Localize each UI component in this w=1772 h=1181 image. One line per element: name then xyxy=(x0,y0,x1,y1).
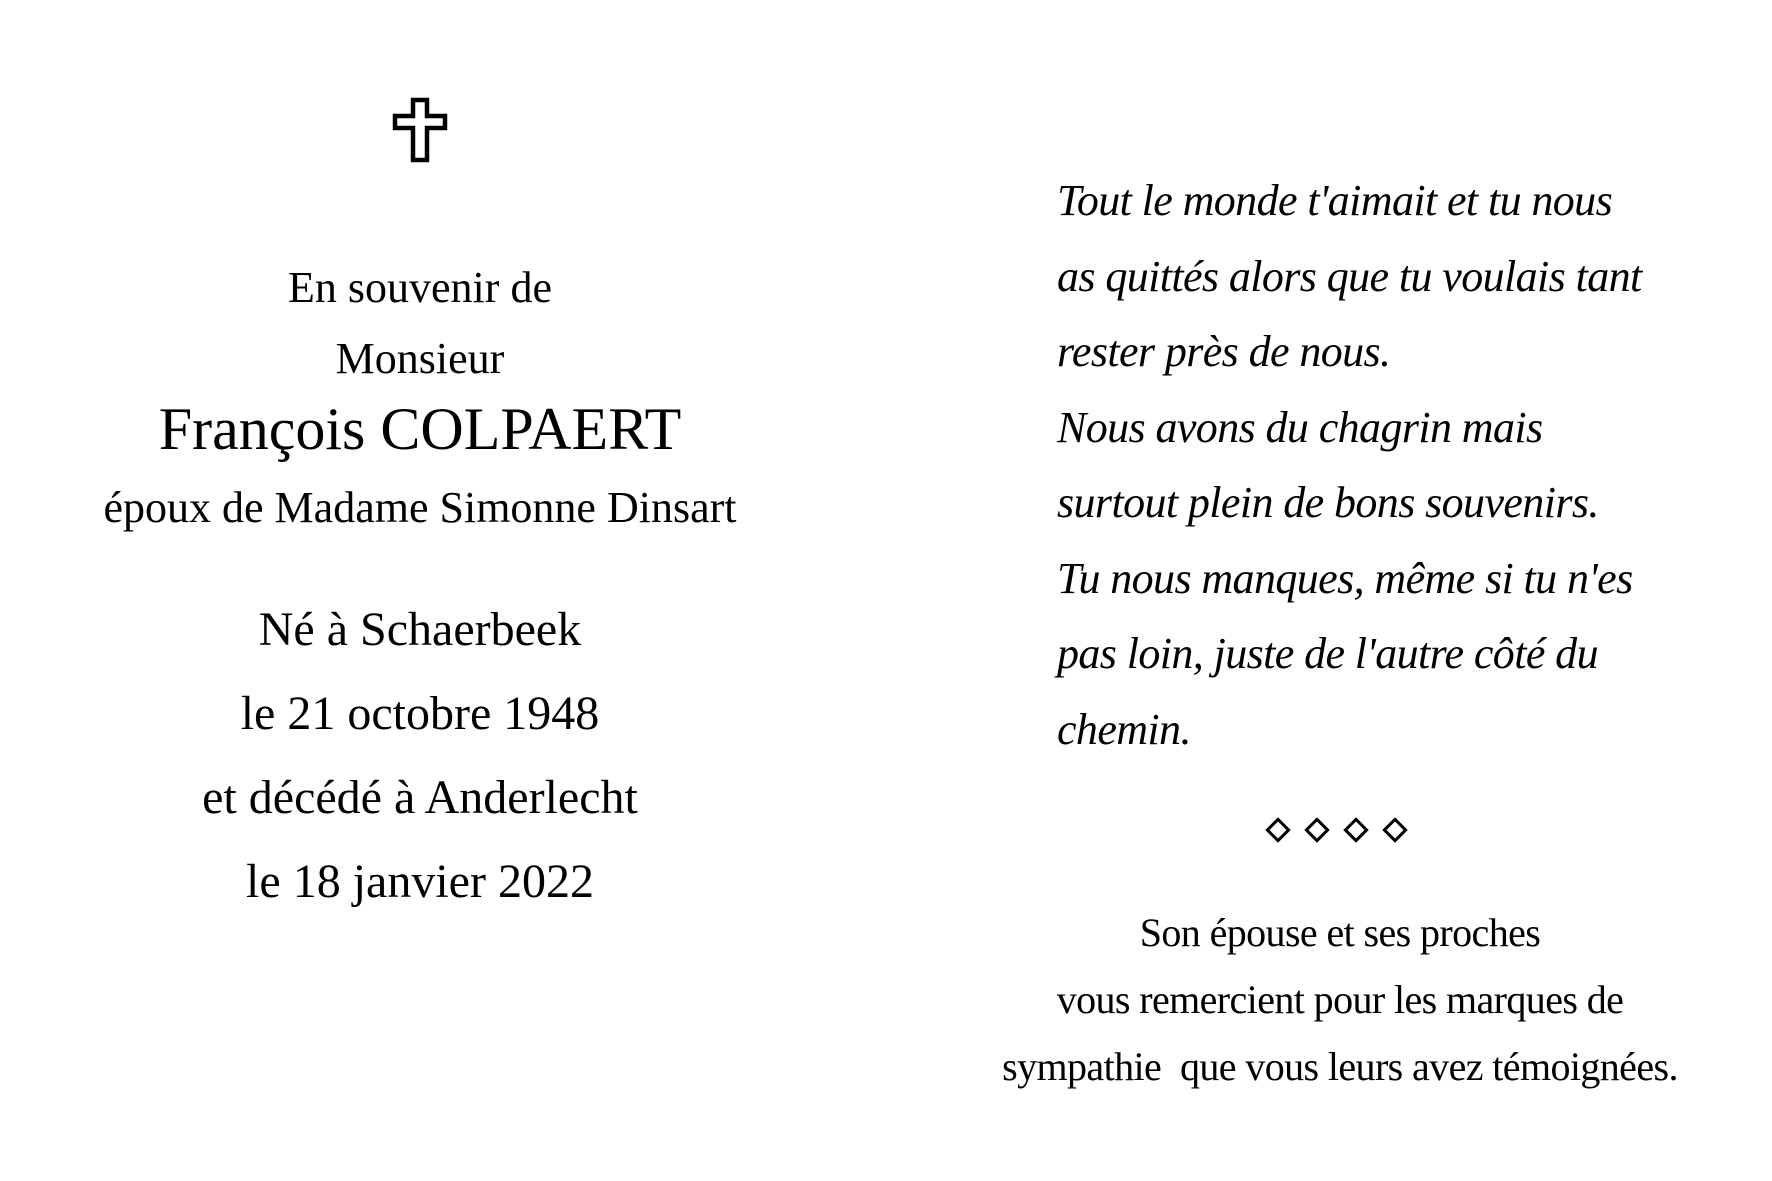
poem-line: Nous avons du chagrin mais xyxy=(1057,402,1543,452)
poem-line: rester près de nous. xyxy=(1057,327,1391,376)
poem-line: surtout plein de bons souvenirs. xyxy=(1057,478,1599,527)
diamond-icon xyxy=(1343,817,1368,842)
death-place-text: et décédé à Anderlecht xyxy=(202,771,638,824)
diamond-icon xyxy=(1265,817,1290,842)
poem xyxy=(1057,176,1737,780)
birth-date-text: le 21 octobre 1948 xyxy=(240,687,600,740)
thanks-line: sympathie que vous leurs avez témoignées. xyxy=(1002,1044,1678,1089)
four-diamonds-icon xyxy=(1265,816,1415,844)
deceased-name: François COLPAERT xyxy=(158,396,682,462)
thanks-message xyxy=(960,908,1720,1109)
poem-line: Tu nous manques, même si tu n'es xyxy=(1057,553,1633,603)
cross-icon xyxy=(392,97,448,163)
thanks-line: Son épouse et ses proches xyxy=(1139,910,1541,955)
in-memory-of-text: En souvenir de xyxy=(288,263,552,312)
honorific-title: Monsieur xyxy=(335,334,505,383)
poem-line: Tout le monde t'aimait et tu nous xyxy=(1057,176,1613,225)
death-date-text: le 18 janvier 2022 xyxy=(246,855,594,908)
poem-line: pas loin, juste de l'autre côté du xyxy=(1057,629,1598,678)
thanks-line: vous remercient pour les marques de xyxy=(1056,977,1624,1022)
diamond-icon xyxy=(1382,817,1407,842)
poem-line: chemin. xyxy=(1057,704,1191,754)
diamond-icon xyxy=(1304,817,1329,842)
poem-line: as quittés alors que tu voulais tant xyxy=(1057,251,1642,301)
birth-place-text: Né à Schaerbeek xyxy=(258,603,582,656)
spouse-text: époux de Madame Simonne Dinsart xyxy=(103,483,737,532)
